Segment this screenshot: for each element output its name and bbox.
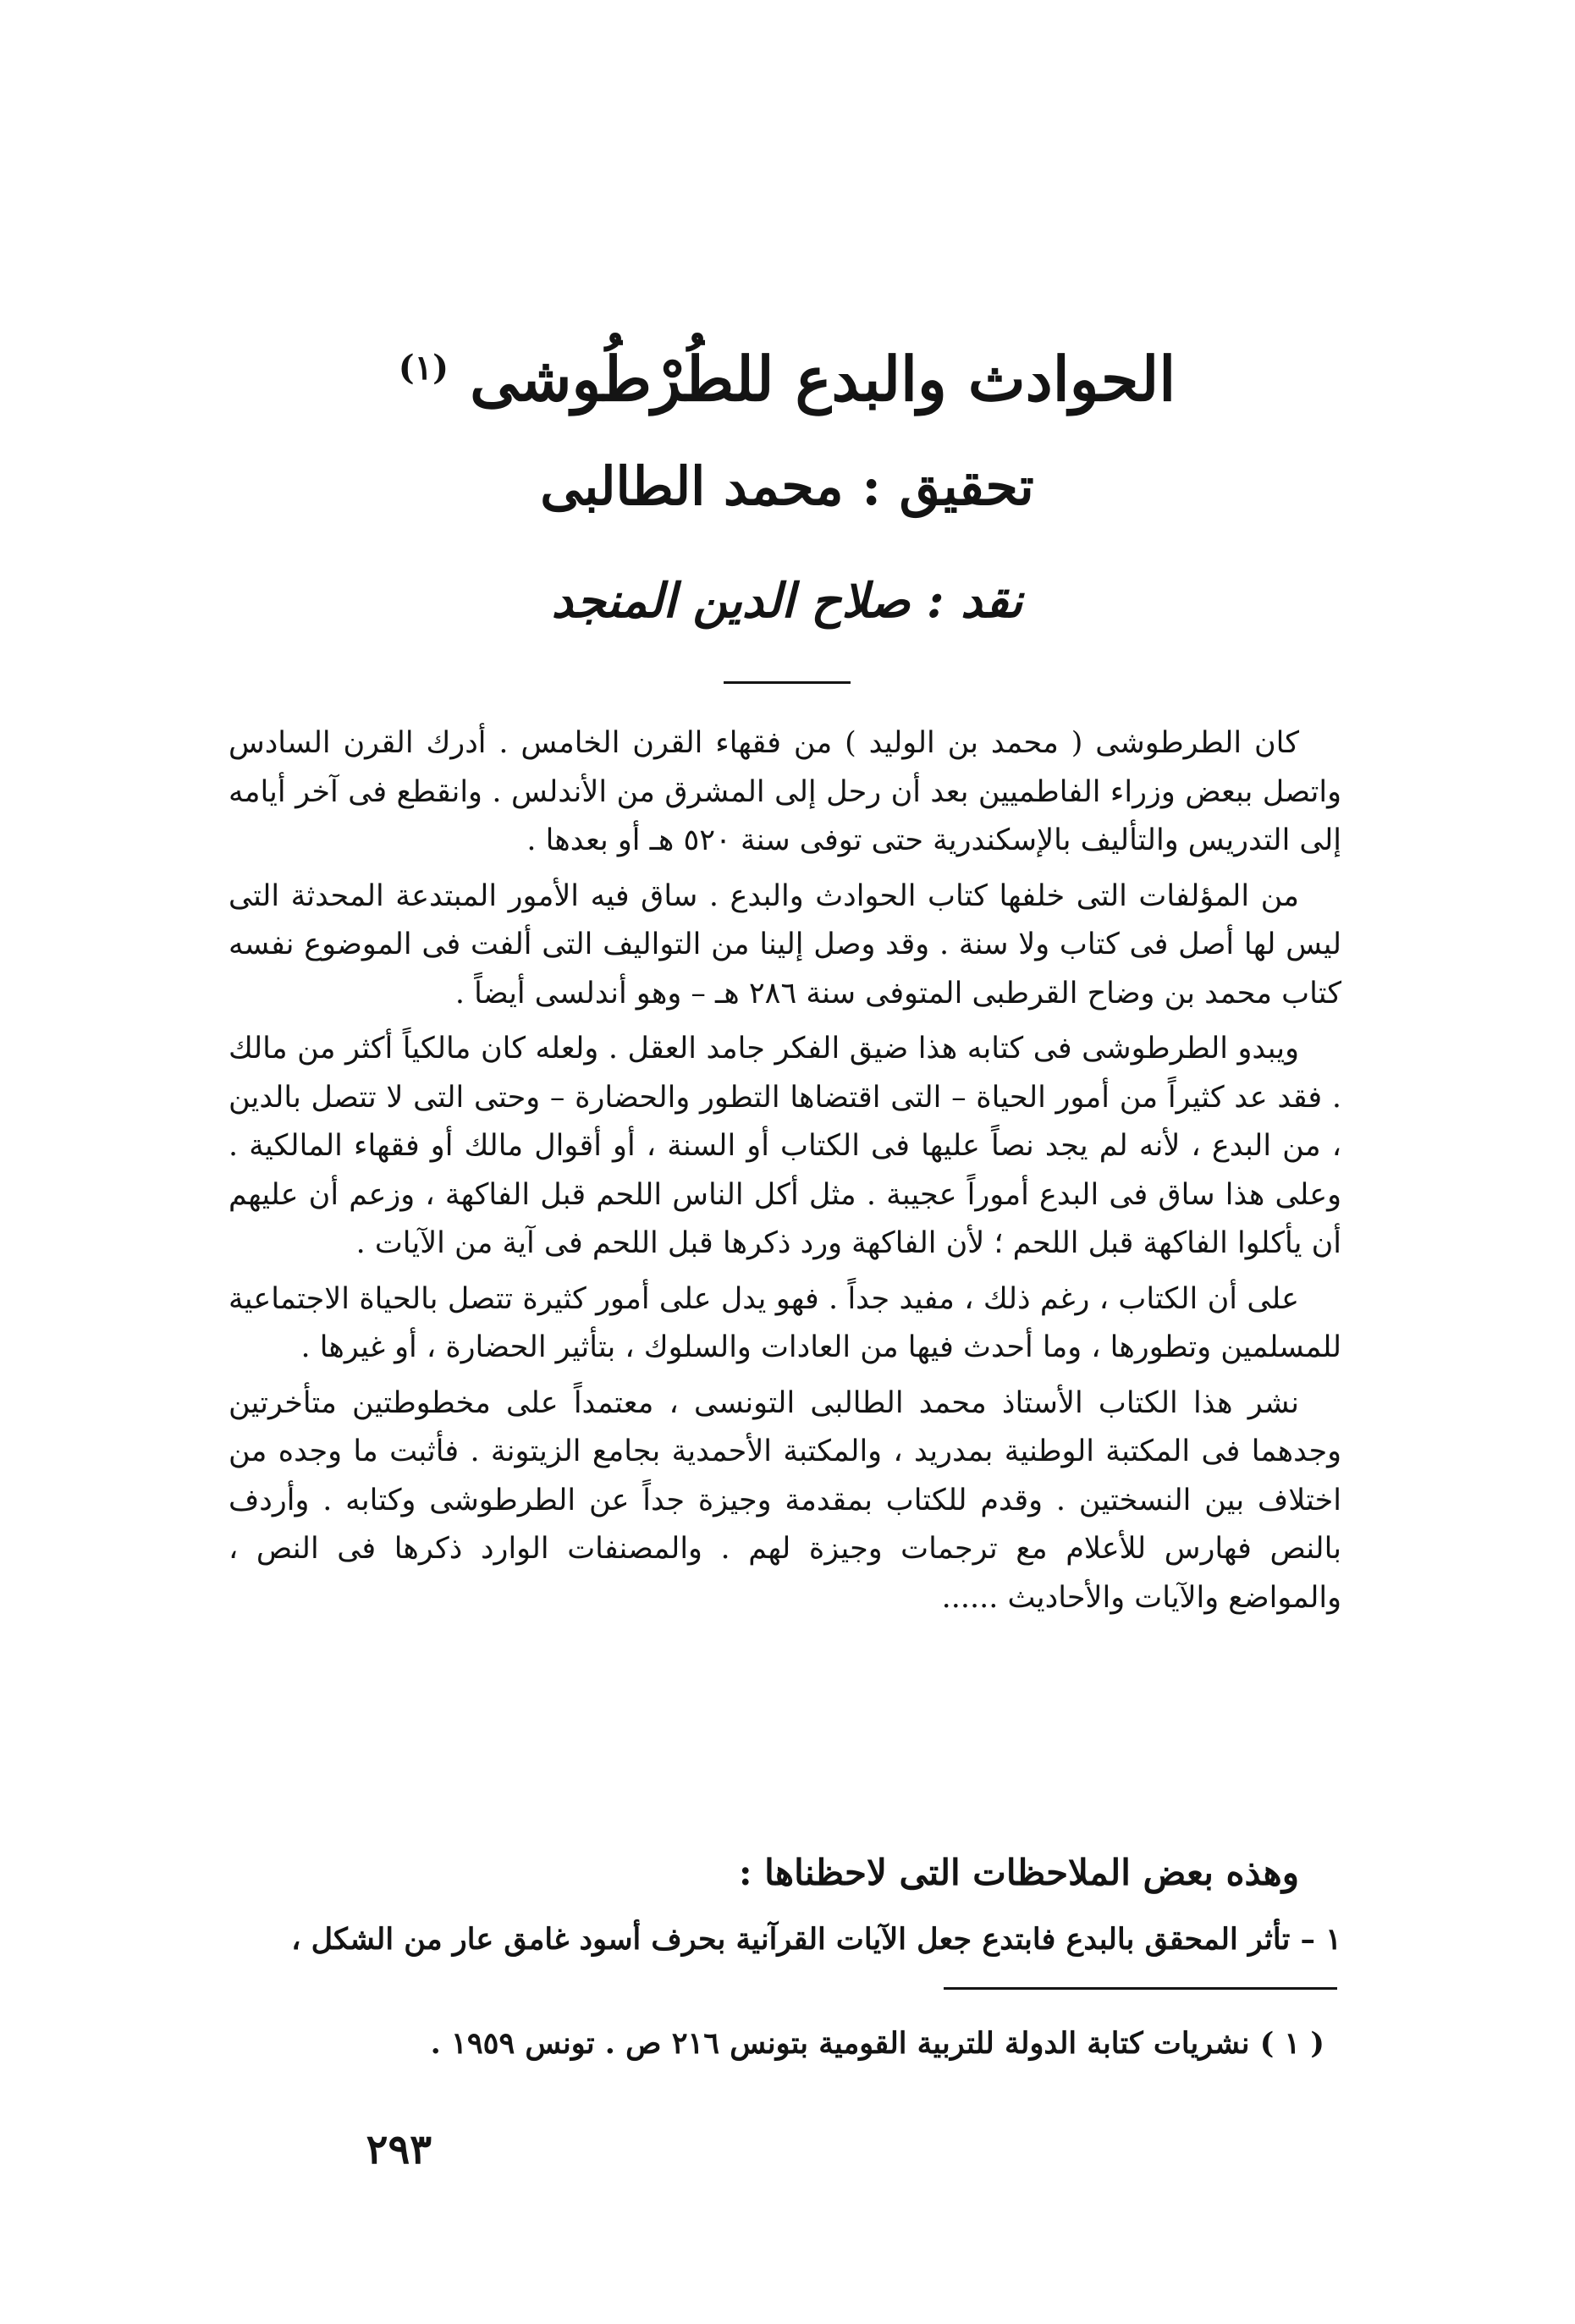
- article-title: [237, 326, 1337, 421]
- paragraph-4: على أن الكتاب ، رغم ذلك ، مفيد جداً . فهو يدل على أمور كثيرة تتصل بالحياة الاجتماعية للمسلمين وتطورها ، وما أحدث فيها من العادات والسلوك ، بتأثير الحضارة ، أو غيرها .: [229, 1281, 1341, 1364]
- title-footnote-marker: (١): [398, 348, 449, 388]
- paragraph-5: نشر هذا الكتاب الأستاذ محمد الطالبى التونسى ، معتمداً على مخطوطتين متأخرتين وجدهما فى المكتبة الوطنية بمدريد ، والمكتبة الأحمدية بجامع الزيتونة . فأثبت ما وجده من اختلاف بين النسختين . وقدم للكتاب بمقدمة وجيزة جداً عن الطرطوشى وكتابه . وأردف بالنص فهارس للأعلام مع ترجمات وجيزة لهم . والمصنفات الوارد ذكرها فى النص ، والمواضع والآيات والأحاديث ......: [229, 1385, 1341, 1615]
- paragraph-2: من المؤلفات التى خلفها كتاب الحوادث والبدع . ساق فيه الأمور المبتدعة المحدثة التى ليس لها أصل فى كتاب ولا سنة . وقد وصل إلينا من التواليف التى ألفت فى الموضوع نفسه كتاب محمد بن وضاح القرطبى المتوفى سنة ٢٨٦ هـ – وهو أندلسى أيضاً .: [229, 878, 1341, 1011]
- paragraph-1: كان الطرطوشى ( محمد بن الوليد ) من فقهاء القرن الخامس . أدرك القرن السادس واتصل ببعض وزراء الفاطميين بعد أن رحل إلى المشرق من الأندلس . وانقطع فى آخر أيامه إلى التدريس والتأليف بالإسكندرية حتى توفى سنة ٥٢٠ هـ أو بعدها .: [229, 726, 1341, 857]
- article-body: [229, 719, 1341, 1629]
- notes-heading: وهذه بعض الملاحظات التى لاحظناها :: [739, 1852, 1299, 1893]
- note-item-1: ١ – تأثر المحقق بالبدع فابتدع جعل الآيات القرآنية بحرف أسود غامق عار من الشكل ،: [291, 1922, 1341, 1957]
- footnote-separator: [944, 1987, 1337, 1990]
- paragraph-3: ويبدو الطرطوشى فى كتابه هذا ضيق الفكر جامد العقل . ولعله كان مالكياً أكثر من مالك . فقد عد كثيراً من أمور الحياة – التى اقتضاها التطور والحضارة – وحتى التى لا تتصل بالدين ، من البدع ، لأنه لم يجد نصاً عليها فى الكتاب أو السنة ، أو أقوال مالك أو فقهاء المالكية . وعلى هذا ساق فى البدع أموراً عجيبة . مثل أكل الناس اللحم قبل الفاكهة ، وزعم أن عليهم أن يأكلوا الفاكهة قبل اللحم ؛ لأن الفاكهة ورد ذكرها قبل اللحم فى آية من الآيات .: [229, 1032, 1341, 1260]
- footnote: ( ١ ) نشريات كتابة الدولة للتربية القومية بتونس ٢١٦ ص . تونس ١٩٥٩ .: [430, 2026, 1324, 2061]
- critic-line: نقد : صلاح الدين المنجد: [551, 573, 1023, 629]
- page-number: ٢٩٣: [366, 2126, 432, 2173]
- title-separator: [724, 681, 851, 684]
- investigator-line: تحقيق : محمد الطالبى: [540, 455, 1034, 517]
- article-title-text: الحوادث والبدع للطُرْطُوشى: [470, 343, 1176, 415]
